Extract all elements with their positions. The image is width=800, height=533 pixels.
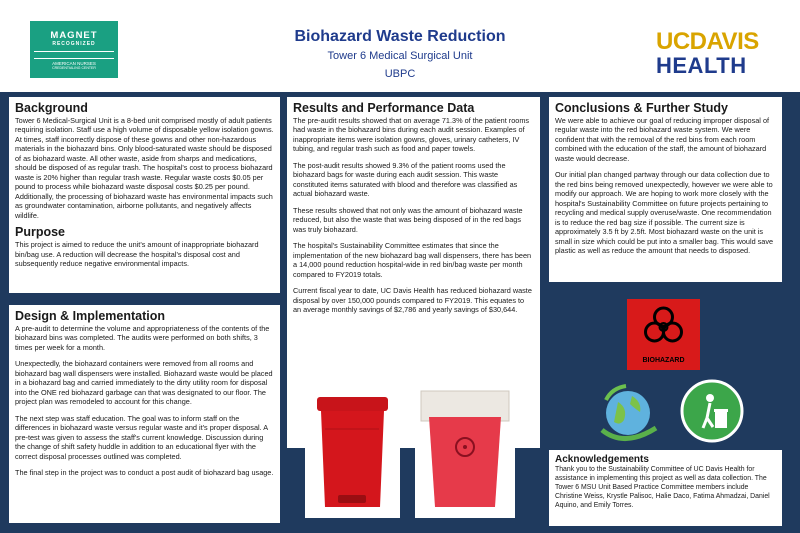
magnet-divider xyxy=(34,51,114,59)
title-block xyxy=(180,28,620,80)
magnet-recognized-badge xyxy=(30,21,118,78)
design-paragraph: A pre-audit to determine the volume and appropriateness of the contents of the biohazard bins was completed. The audits were performed on both shifts, 3 times per week for a month. xyxy=(15,324,270,352)
red-waste-bin-image xyxy=(305,383,400,518)
purpose-heading: Purpose xyxy=(15,225,66,240)
results-paragraph: The hospital's Sustainability Committee estimates that since the implementation of the new biohazard bag wall dispensers, there has been a 14,000 pound reduction hospital-wide in red bin/bag waste per month compared to FY2019 totals. xyxy=(293,241,532,279)
results-paragraph: The pre-audit results showed that on average 71.3% of the patient rooms had waste in the biohazard bins during each audit session. Examples of inappropriate items were isolation gowns, gloves, urinary catheters, IV tubing, and regular trash such as food and paper towels. xyxy=(293,116,530,154)
logo-davis: DAVIS xyxy=(689,28,759,55)
design-panel xyxy=(9,305,280,523)
design-paragraph: Unexpectedly, the biohazard containers were removed from all rooms and biohazard bag wall dispensers were installed. Biohazard waste would be placed in a biohazard bag and carried immediately to the dirty utility room for disposal into the ONE red biohazard garbage can that was designated to our floor. The project plan was remodeled to account for this change. xyxy=(15,359,273,407)
acknowledgements-text: Thank you to the Sustainability Committee of UC Davis Health for assistance in implementing this project as well as data collection. The Tower 6 MSU Unit Based Practice Committee members include Christine Weiss, Krystle Palisoc, Halie Daco, Fatima Ahmadzai, Daniel Aquino, and Emily Torres. xyxy=(555,466,770,509)
poster-subtitle: Tower 6 Medical Surgical Unit xyxy=(327,50,473,62)
background-text: Tower 6 Medical-Surgical Unit is a 8-bed unit comprised mostly of adult patients requiring isolation. Staff use a high volume of disposable yellow isolation gowns. At times, staff incorrectly dispose of these gowns and other non-hazardous materials in the biohazard bins. Only blood-saturated waste should be disposed of as biohazard waste. All other waste, aside from sharps and medications, should be disposed of as regular trash. The hospital's cost to process biohazard waste is 20% higher than regular trash waste. Regular waste costs $0.05 per pound to process while biohazard waste disposal costs $0.25 per pound. Additionally, the processing of biohazard waste has environmental impacts such as groundwater contamination, airborne pollutants, and negatively affects wildlife. xyxy=(15,116,274,220)
logo-uc: UC xyxy=(656,28,690,55)
logo-uc-davis xyxy=(656,30,772,54)
design-paragraph: The final step in the project was to conduct a post audit of biohazard bag usage. xyxy=(15,468,274,478)
uc-davis-health-logo xyxy=(656,30,772,77)
background-panel xyxy=(9,97,280,293)
design-heading: Design & Implementation xyxy=(15,309,166,323)
poster-header xyxy=(0,0,800,92)
biohazard-bag-dispenser-image xyxy=(415,383,515,518)
conclusions-paragraph: We were able to achieve our goal of reducing improper disposal of regular waste into the red biohazard waste system. We were confident that with the removal of the red bins from each room combined with the education of the staff, the amount of biohazard waste would decrease. xyxy=(555,116,770,163)
poster-title: Biohazard Waste Reduction xyxy=(294,28,506,45)
magnet-line3: AMERICAN NURSES xyxy=(52,61,96,66)
logo-health: HEALTH xyxy=(656,53,747,78)
conclusions-heading: Conclusions & Further Study xyxy=(555,101,728,115)
poster-org: UBPC xyxy=(384,68,416,80)
background-heading: Background xyxy=(15,101,88,115)
magnet-line1: MAGNET xyxy=(50,30,98,41)
acknowledgements-panel xyxy=(549,450,782,526)
conclusions-paragraph: Our initial plan changed partway through our data collection due to the red bins being removed unexpectedly, however we were able to modify our approach. We are hoping to work more closely with the hospital's Sustainability Committee on future projects pertaining to recycling and medical supply overuse/waste. One recommendation is to reduce the red bag size if possible. The current size is approximately 3.5 ft by 2.5ft. Most biohazard waste on the unit is small in size which could be put into a smaller bag. This would save plastic as well as reduce the amount that needs to disposed. xyxy=(555,170,774,256)
magnet-line2: RECOGNIZED xyxy=(52,41,96,47)
results-paragraph: These results showed that not only was the amount of biohazard waste reduced, but also the waste that was being disposed of in the red bags was truly biohazard. xyxy=(293,205,523,234)
results-paragraph: The post-audit results showed 9.3% of the patient rooms used the biohazard bags for waste during each audit session. This waste constituted items saturated with blood and therefore was classified as actual biohazard waste. xyxy=(293,160,518,199)
results-paragraph: Current fiscal year to date, UC Davis Health has reduced biohazard waste disposal by over 150,000 pounds compared to FY2019. This equates to an average monthly savings of $2,786 and yearly savings of $30,644. xyxy=(293,286,532,315)
trash-disposal-icon xyxy=(677,376,747,446)
biohazard-label: BIOHAZARD xyxy=(642,357,685,364)
acknowledgements-heading: Acknowledgements xyxy=(555,454,649,465)
results-heading: Results and Performance Data xyxy=(293,101,475,115)
recycle-globe-icon xyxy=(594,378,664,448)
conclusions-panel xyxy=(549,97,782,282)
purpose-text: This project is aimed to reduce the unit's amount of inappropriate biohazard bin/bag use. A reduction will decrease the hospital's disposal cost and subsequently reduce negative environmental impacts. xyxy=(15,240,259,269)
biohazard-symbol-image xyxy=(627,299,700,370)
magnet-line4: CREDENTIALING CENTER xyxy=(52,66,96,70)
design-paragraph: The next step was staff education. The goal was to inform staff on the differences in biohazard waste versus regular waste and it's proper disposal. A pre-test was given to assess the staff's current knowledge. Discussion during the change of shift safety huddle in addition to an educational flyer with the correct disposal processes outlined was completed. xyxy=(15,413,268,461)
